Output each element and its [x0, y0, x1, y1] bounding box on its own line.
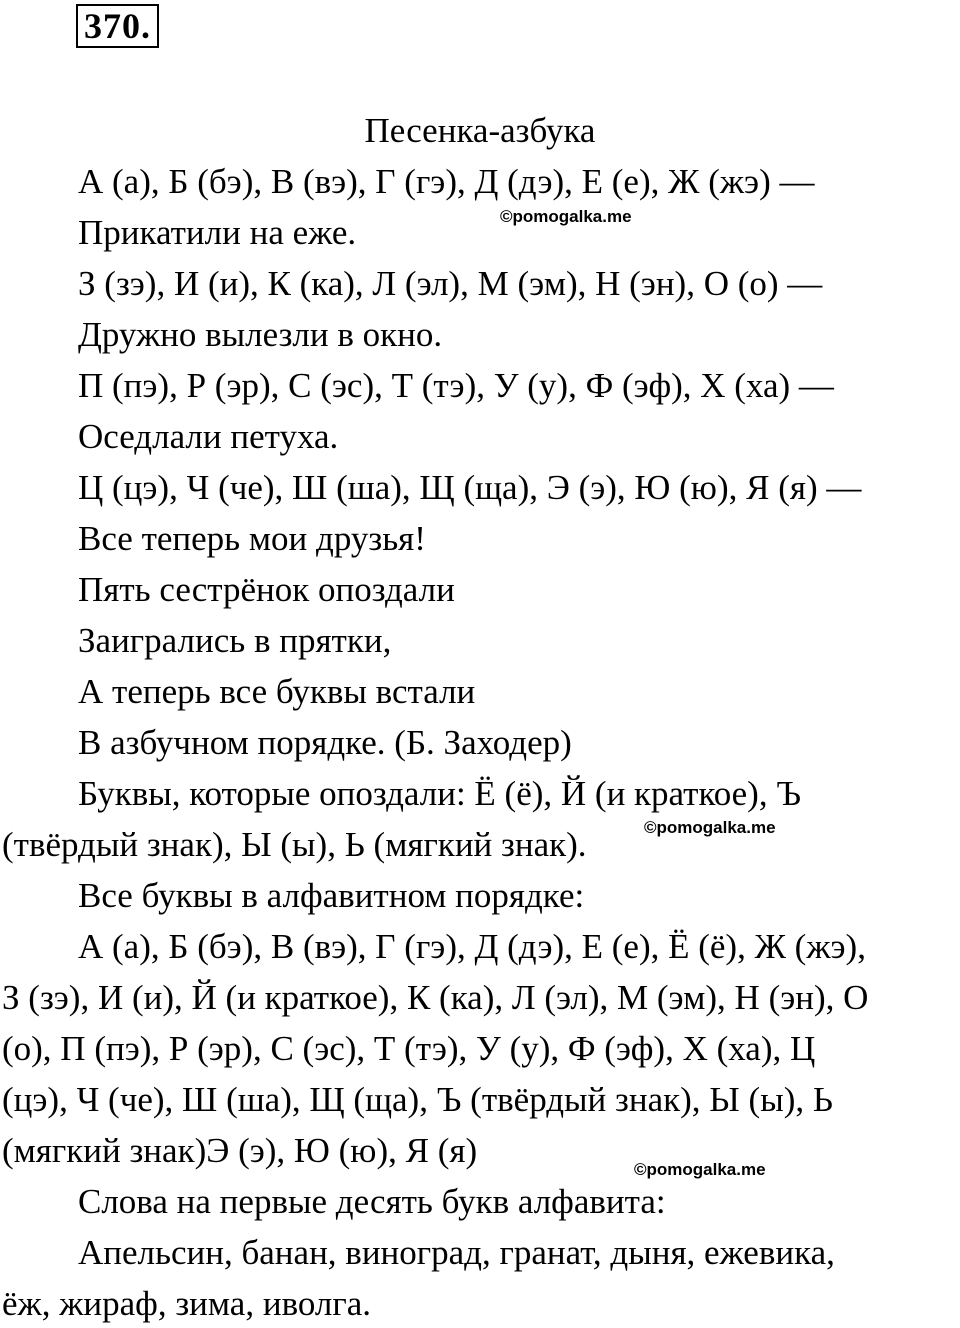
- poem-line: Все теперь мои друзья!: [78, 519, 426, 558]
- poem-title: Песенка-азбука: [364, 111, 596, 150]
- words-line: ёж, жираф, зима, иволга.: [2, 1284, 372, 1323]
- poem-line: А теперь все буквы встали: [78, 672, 476, 711]
- exercise-number: 370.: [76, 4, 159, 48]
- alphabet-line: А (а), Б (бэ), В (вэ), Г (гэ), Д (дэ), Е (е), Ё (ё), Ж (жэ),: [78, 927, 866, 966]
- poem-line: П (пэ), Р (эр), С (эс), Т (тэ), У (у), Ф (эф), Х (ха) —: [78, 366, 834, 405]
- alphabet-line: (мягкий знак)Э (э), Ю (ю), Я (я): [2, 1131, 478, 1170]
- late-letters-line: (твёрдый знак), Ы (ы), Ь (мягкий знак).: [2, 825, 587, 864]
- words-heading: Слова на первые десять букв алфавита:: [78, 1182, 666, 1221]
- words-line: Апельсин, банан, виноград, гранат, дыня, ежевика,: [78, 1233, 835, 1272]
- late-letters-line: Буквы, которые опоздали: Ё (ё), Й (и краткое), Ъ: [78, 774, 802, 813]
- watermark: ©pomogalka.me: [500, 207, 632, 226]
- poem-line: А (а), Б (бэ), В (вэ), Г (гэ), Д (дэ), Е (е), Ж (жэ) —: [78, 162, 815, 201]
- watermark: ©pomogalka.me: [644, 818, 776, 837]
- poem-line: Заигрались в прятки,: [78, 621, 392, 660]
- poem-line: Дружно вылезли в окно.: [78, 315, 443, 354]
- poem-line: З (зэ), И (и), К (ка), Л (эл), М (эм), Н (эн), О (о) —: [78, 264, 823, 303]
- poem-line: Ц (цэ), Ч (че), Ш (ша), Щ (ща), Э (э), Ю (ю), Я (я) —: [78, 468, 862, 507]
- alphabet-line: (о), П (пэ), Р (эр), С (эс), Т (тэ), У (у), Ф (эф), Х (ха), Ц: [2, 1029, 816, 1068]
- poem-line: Оседлали петуха.: [78, 417, 339, 456]
- poem-line: Прикатили на еже.: [78, 213, 357, 252]
- alphabet-line: (цэ), Ч (че), Ш (ша), Щ (ща), Ъ (твёрдый знак), Ы (ы), Ь: [2, 1080, 833, 1119]
- watermark: ©pomogalka.me: [634, 1160, 766, 1179]
- poem-line: Пять сестрёнок опоздали: [78, 570, 455, 609]
- poem-line: В азбучном порядке. (Б. Заходер): [78, 723, 572, 762]
- alphabet-heading: Все буквы в алфавитном порядке:: [78, 876, 585, 915]
- alphabet-line: З (зэ), И (и), Й (и краткое), К (ка), Л (эл), М (эм), Н (эн), О: [2, 978, 869, 1017]
